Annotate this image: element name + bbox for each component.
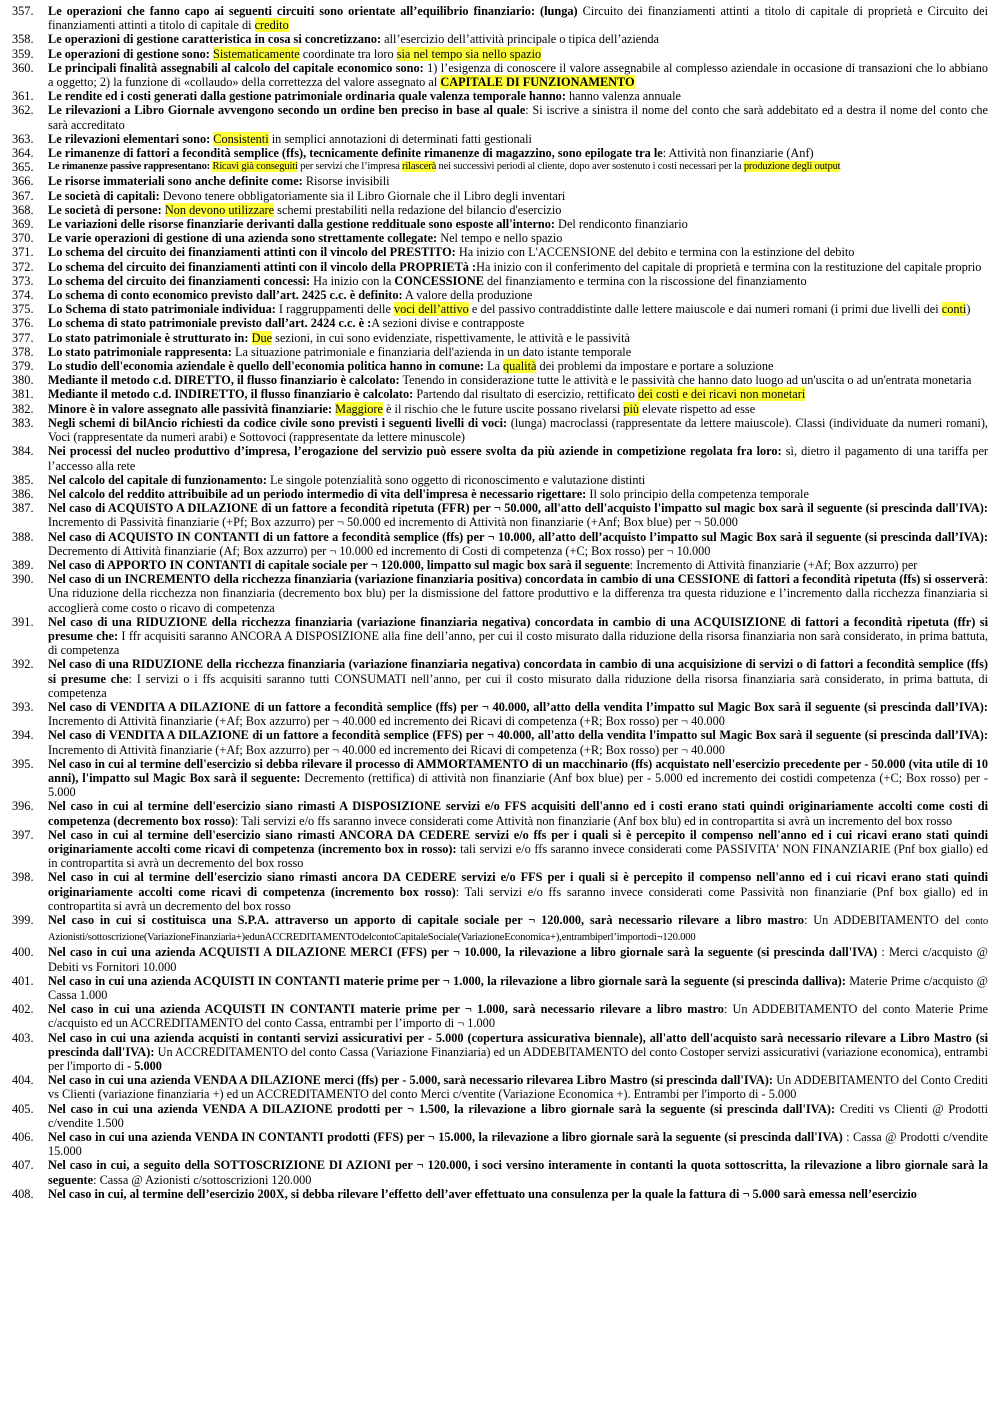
highlighted-text: più [623,401,640,416]
highlighted-text: Maggiore [335,401,383,416]
item-number: 393. [12,699,34,714]
answer-text: : Tali servizi e/o ffs saranno invece considerati come Passività non finanziarie (Pnf box giallo) ed in contropartita si avrà un decremento del box rosso [48,884,988,913]
question-text: Le società di persone: [48,202,162,217]
list-item [12,387,988,401]
answer-text: Incremento di Passività finanziarie (+Pf; Box azzurro) per ¬ 50.000 ed incremento di Attività non finanziarie (+Anf; Box blue) per ¬ 50.000 [48,515,738,530]
list-item [12,1187,988,1201]
item-number: 381. [12,387,34,402]
item-number: 407. [12,1158,34,1173]
question-text: Nei processi del nucleo produttivo d’impresa, l’erogazione del servizio può essere svolta da più aziende in competizione regolata fra loro: [48,444,782,459]
answer-text: : Un ADDEBITAMENTO del [804,913,966,927]
question-text: Nel caso di APPORTO IN CONTANTI di capitale sociale per ¬ 120.000, limpatto sul magic box sarà il seguente [48,557,630,572]
item-text [48,316,988,330]
question-text: Le operazioni che fanno capo ai seguenti circuiti sono orientate all’equilibrio finanziario: (lunga) [48,4,578,18]
question-text: Nel caso in cui una azienda VENDA A DILAZIONE prodotti per ¬ 1.500, la rilevazione a libro giornale sarà la seguente (si prescinda dall'IVA): [48,1101,836,1116]
item-text [48,473,988,487]
list-item [12,32,988,46]
item-number: 405. [12,1101,34,1116]
item-number: 371. [12,245,34,260]
question-text: Nel caso in cui, a seguito della SOTTOSCRIZIONE DI AZIONI per ¬ 120.000, i soci versino interamente in contanti la quota sottoscritta, la rilevazione a libro giornale sarà la seguente [48,1158,988,1187]
item-number: 378. [12,344,34,359]
question-text: Negli schemi di bilAncio richiesti da codice civile sono previsti i seguenti livelli di voci: [48,415,508,430]
answer-text: schemi prestabiliti nella redazione del bilancio d'esercizio [274,202,562,217]
answer-text: Partendo dal risultato di esercizio, rettificato [413,387,638,402]
question-list [12,4,988,1201]
question-text: Le rilevazioni a Libro Giornale avvengono secondo un ordine ben preciso in base al quale [48,103,526,118]
item-text [48,203,988,217]
highlighted-text: voci dell’attivo [394,302,469,317]
question-text: Lo schema del circuito dei finanziamenti concessi: [48,273,311,288]
question-text: Nel caso in cui al termine dell'esercizio siano rimasti A DISPOSIZIONE servizi e/o FFS acquisiti dell'anno ed i costi erano stati quindi originariamente accolti come costi di competenza (decremento box rosso) [48,799,988,828]
list-item [12,799,988,827]
item-text [48,359,988,373]
question-text: Le rendite ed i costi generati dalla gestione patrimoniale ordinaria quale valenza temporale hanno: [48,89,566,104]
list-item [12,416,988,444]
answer-text: è il rischio che le future uscite possano rivelarsi [382,401,624,416]
question-text: Mediante il metodo c.d. DIRETTO, il flusso finanziario è calcolato: [48,373,400,388]
answer-text: Crediti vs Clienti @ Prodotti c/vendite 1.500 [48,1101,988,1130]
item-number: 383. [12,415,34,430]
question-text: Nel caso in cui una azienda ACQUISTI IN CONTANTI materie prime per ¬ 1.000, sarà necessario rilevare a libro mastro [48,1002,724,1017]
item-text [48,700,988,728]
question-text: Nel caso di un INCREMENTO della ricchezza finanziaria (variazione finanziaria positiva) concordata in cambio di una CESSIONE di fattori a fecondità ripetuta (ffs) si osserverà [48,572,985,587]
answer-text: Risorse invisibili [302,174,390,189]
question-text: Nel calcolo del reddito attribuibile ad un periodo intermedio di vita dell'impresa è necessario rigettare: [48,486,587,501]
item-text [48,103,988,131]
item-number: 357. [12,4,34,18]
list-item [12,1002,988,1030]
highlighted-text: produzione degli output [743,161,841,173]
answer-text: La [483,359,503,374]
item-text [48,32,988,46]
item-text [48,530,988,558]
list-item [12,47,988,61]
item-text [48,132,988,146]
item-text [48,61,988,89]
answer-text: sezioni, in cui sono evidenziate, rispettivamente, le attività e le passività [272,330,630,345]
item-text [48,615,988,658]
list-item [12,203,988,217]
item-number: 385. [12,472,34,487]
list-item [12,757,988,800]
answer-text: Del rendiconto finanziario [554,217,688,232]
question-text: Nel caso in cui si costituisca una S.P.A. attraverso un apporto di capitale sociale per ¬ 120.000, sarà necessario rilevare a libro mastro [48,913,805,927]
list-item [12,359,988,373]
answer-text: A valore della produzione [402,288,533,303]
item-text [48,799,988,827]
answer-text: : Merci c/acquisto @ Debiti vs Fornitori 10.000 [48,945,988,974]
answer-text: coordinate tra loro [299,46,397,61]
item-text [48,331,988,345]
item-text [48,487,988,501]
item-text [48,402,988,416]
highlighted-text: credito [254,18,289,33]
list-item [12,61,988,89]
question-text: Nel caso in cui al termine dell'esercizio si debba rilevare il processo di AMMORTAMENTO di un macchinario (ffs) acquistato nell'esercizio precedente per - 50.000 (vita utile di 10 anni), l'impatto sul Magic Box sarà il seguente: [48,756,988,785]
list-item [12,558,988,572]
list-item [12,1130,988,1158]
item-text [48,89,988,103]
question-text: Lo stato patrimoniale rappresenta: [48,344,232,359]
item-text [48,657,988,700]
question-text: Le varie operazioni di gestione di una azienda sono strettamente collegate: [48,231,438,246]
answer-text: : Incremento di Attività finanziarie (+Af; Box azzurro) per [629,557,918,572]
item-number: 384. [12,444,34,459]
list-item [12,913,988,945]
question-text: Nel caso in cui, al termine dell’esercizio 200X, si debba rilevare l’effetto dell’aver effettuato una consulenza per la quale la fattura di ¬ 5.000 sarà emessa nell’esercizio [48,1186,917,1201]
answer-text: : Una riduzione della ricchezza non finanziaria (decremento box blu) per la dismissione del fattore produttivo e la differenza tra questa riduzione e l’incremento dalla ricchezza finanziaria si accoglierà come costo o ricavo di competenza [48,572,988,615]
question-text: Nel caso di VENDITA A DILAZIONE di un fattore a fecondità semplice (FFS) per ¬ 40.000, all'atto della vendita l'impatto sul Magic Box sarà il seguente (si prescinda dall’IVA): [48,728,988,743]
item-number: 373. [12,273,34,288]
highlighted-text: dei costi e dei ricavi non monetari [637,387,806,402]
question-text: Nel caso in cui una azienda acquisti in contanti servizi assicurativi per - 5.000 (copertura assicurativa biennale), all'atto dell'acquisto sarà necessario rilevare a Libro Mastro (si prescinda dall'IVA): [48,1030,988,1059]
item-text [48,217,988,231]
answer-text: Ha inizio con il conferimento del capitale di proprietà e termina con la restituzione del capitale proprio [476,259,982,274]
answer-text: Un ADDEBITAMENTO del Conto Crediti vs Clienti (variazione finanziaria +) ed un ACCREDITAMENTO del conto Merci c/ventite (Variazione Economica +). Entrambi per l'importo di - 5.000 [48,1073,989,1102]
answer-text: ) [966,302,971,317]
answer-text: in semplici annotazioni di determinati fatti gestionali [268,131,532,146]
item-number: 392. [12,657,34,672]
question-text: Mediante il metodo c.d. INDIRETTO, il flusso finanziario è calcolato: [48,387,414,402]
item-number: 367. [12,188,34,203]
item-number: 368. [12,202,34,217]
list-item [12,828,988,871]
item-text [48,274,988,288]
list-item [12,260,988,274]
answer-text: Tenendo in considerazione tutte le attività e le passività che hanno dato luogo ad un'uscita o ad un'entrata monetaria [399,373,972,388]
question-text: Nel caso in cui al termine dell'esercizio siano rimasti ANCORA DA CEDERE servizi e/o ffs per i quali si è percepito il compenso nell'anno ed i cui ricavi erano stati quindi originariamente accolti come ricavi di competenza (incremento box in rosso): [48,827,988,856]
item-number: 360. [12,60,34,75]
item-text [48,757,988,800]
item-number: 359. [12,46,34,61]
question-text: Nel caso in cui al termine dell'esercizio siano rimasti ancora DA CEDERE servizi e/o FFS per i quali si è percepito il compenso nell'anno ed i cui ricavi erano stati quindi originariamente accolti come ricavi di competenza (incremento box rosso) [48,870,988,899]
question-text: Lo schema del circuito dei finanziamenti attinti con il vincolo del PRESTITO: [48,245,456,260]
question-text: Le rimanenze passive rappresentano: [48,161,210,173]
list-item [12,1031,988,1074]
answer-text: Un ACCREDITAMENTO del conto Cassa (Variazione Finanziaria) ed un ADDEBITAMENTO del conto Costoper servizi assicurativi (variazione economica), entrambi per l'importo di [48,1044,988,1074]
item-number: 369. [12,217,34,232]
question-text: Le variazioni delle risorse finanziarie derivanti dalla gestione reddituale sono esposte all'interno: [48,217,555,232]
item-text [48,47,988,61]
answer-text: Il solo principio della competenza temporale [586,486,809,501]
list-item [12,615,988,658]
item-text [48,231,988,245]
highlighted-text: conti [941,302,967,317]
answer-text: : Un ADDEBITAMENTO del conto Materie Prime c/acquisto ed un ACCREDITAMENTO del conto Cassa, entrambi per l’importo di ¬ 1.000 [48,1002,989,1031]
item-number: 382. [12,401,34,416]
item-number: 365. [12,160,34,175]
question-text: Lo stato patrimoniale è strutturato in: [48,330,249,345]
question-text: Lo schema di stato patrimoniale previsto dall’art. 2424 c.c. è : [48,316,372,331]
item-text [48,260,988,274]
item-text [48,572,988,615]
list-item [12,657,988,700]
highlighted-text: qualità [503,359,537,374]
question-text: Lo Schema di stato patrimoniale individua: [48,302,276,317]
highlighted-text: Consistenti [213,131,269,146]
item-number: 389. [12,557,34,572]
list-item [12,1073,988,1101]
list-item [12,402,988,416]
item-number: 391. [12,614,34,629]
list-item [12,146,988,160]
item-number: 363. [12,131,34,146]
list-item [12,870,988,913]
question-text: Nel caso di una RIDUZIONE della ricchezza finanziaria (variazione finanziaria negativa) concordata in cambio di una ACQUISIZIONE di fattori a fecondità ripetuta (ffr) si presume che: [48,614,988,643]
item-number: 370. [12,231,34,246]
item-text [48,828,988,871]
item-text [48,444,988,472]
list-item [12,945,988,973]
answer-text: Incremento di Attività finanziarie (+Af; Box azzurro) per ¬ 40.000 ed incremento dei Ricavi di competenza (+R; Box rosso) per ¬ 40.000 [48,742,725,757]
question-text: Nel caso di VENDITA A DILAZIONE di un fattore a fecondità semplice (ffs) per ¬ 40.000, all’atto della vendita l’impatto sul Magic Box sarà il seguente (si prescinda dall’IVA): [48,699,988,714]
answer-text: : Attività non finanziarie (Anf) [662,146,814,161]
question-text: CONCESSIONE [394,273,484,288]
item-text [48,160,988,174]
item-text [48,1158,988,1186]
answer-text: (lunga) macroclassi (rappresentate da lettere maiuscole). Classi (individuate da numeri romani), Voci (rappresentate da numeri arabi) e Sottovoci (rappresentate da lettere minuscole) [48,415,988,445]
item-text [48,373,988,387]
item-number: 377. [12,330,34,345]
question-text: Lo studio dell'economia aziendale è quello dell'economia politica hanno in comune: [48,359,484,374]
item-text [48,345,988,359]
answer-text: del finanziamento e termina con la riscossione del finanziamento [483,273,807,288]
item-text [48,728,988,756]
item-number: 375. [12,302,34,317]
answer-text: I raggruppamenti delle [275,302,395,317]
list-item [12,974,988,1002]
item-number: 390. [12,572,34,587]
item-text [48,174,988,188]
item-number: 386. [12,486,34,501]
item-number: 404. [12,1073,34,1088]
item-text [48,302,988,316]
item-number: 396. [12,799,34,814]
item-number: 399. [12,913,34,927]
item-number: 394. [12,728,34,743]
list-item [12,4,988,32]
item-number: 366. [12,174,34,189]
item-number: 372. [12,259,34,274]
answer-text: Le singole potenzialità sono oggetto di riconoscimento e valutazione distinti [266,472,646,487]
highlighted-text: Non devono utilizzare [164,202,275,217]
answer-text: Nel tempo e nello spazio [437,231,563,246]
list-item [12,501,988,529]
list-item [12,288,988,302]
question-text: Lo schema del circuito dei finanziamenti attinti con il vincolo della PROPRIETà : [48,259,477,274]
item-number: 376. [12,316,34,331]
item-text [48,416,988,444]
question-text: Nel caso in cui una azienda ACQUISTI A DILAZIONE MERCI (FFS) per ¬ 10.000, la rilevazione a libro giornale sarà la seguente (si prescinda dall'IVA) [48,945,878,960]
item-number: 361. [12,89,34,104]
question-text: Nel caso di ACQUISTO IN CONTANTI di un fattore a fecondità semplice (ffs) per ¬ 10.000, all’atto dell’acquisto l’impatto sul Magic Box sarà il seguente (si prescinda dall’IVA): [48,529,988,544]
item-number: 398. [12,870,34,885]
item-number: 408. [12,1186,34,1201]
item-text [48,245,988,259]
answer-text: sì, dietro il pagamento di una tariffa per l’accesso alla rete [48,444,988,473]
item-text [48,558,988,572]
list-item [12,1158,988,1186]
list-item [12,572,988,615]
list-item [12,1102,988,1130]
item-text [48,1073,988,1101]
answer-text: : Cassa @ Prodotti c/vendite 15.000 [48,1130,989,1159]
highlighted-text: rilascerà [402,161,437,173]
item-text [48,913,988,945]
list-item [12,103,988,131]
question-text: Le operazioni di gestione caratteristica in cosa si concretizzano: [48,32,382,47]
item-text [48,1187,988,1201]
answer-text: tali servizi e/o ffs saranno invece considerati come PASSIVITA' NON FINANZIARIE (Pnf box giallo) ed in contropartita si avrà un decremento del box rosso [48,841,988,871]
answer-text: Decremento (rettifica) di attività non finanziarie (Anf box blue) per - 5.000 ed incremento dei costidi competenza (+C; Box rosso) per - 5.000 [48,770,988,800]
question-text: - 5.000 [127,1059,162,1074]
answer-text: Ha inizio con L'ACCENSIONE del debito e termina con la estinzione del debito [455,245,855,260]
answer-text: nei successivi periodi al cliente, dopo aver sostenuto i costi necessari per la [436,161,744,173]
answer-text: La situazione patrimoniale e finanziaria dell'azienda in un dato istante temporale [231,344,632,359]
answer-text: : I servizi o i ffs acquisiti saranno tutti CONSUMATI nell’anno, per cui il costo misurato dalla riduzione della risorsa finanziaria sarà considerato, in prima battuta, di competenza [48,671,988,700]
question-text: Nel caso di ACQUISTO A DILAZIONE di un fattore a fecondità ripetuta (FFR) per ¬ 50.000, all'atto dell'acquisto l'impatto sul magic box sarà il seguente (si prescinda dall'IVA): [48,501,988,516]
item-text [48,870,988,913]
answer-text: Incremento di Attività finanziarie (+Af; Box azzurro) per ¬ 40.000 ed incremento dei Ricavi di competenza (+R; Box rosso) per ¬ 40.000 [48,714,725,729]
question-text: Le rilevazioni elementari sono: [48,131,211,146]
item-number: 401. [12,973,34,988]
list-item [12,316,988,330]
item-number: 379. [12,359,34,374]
answer-text: 1) l’esigenza di conoscere il valore assegnabile al complesso aziendale in occasione di transazioni che lo abbiano a oggetto; 2) la funzione di «collaudo» della correttezza del valore assegnato al [48,60,988,90]
question-text: Le rimanenze di fattori a fecondità semplice (ffs), tecnicamente definite rimanenze di magazzino, sono epilogate tra le [48,146,663,161]
item-text [48,288,988,302]
list-item [12,444,988,472]
list-item [12,231,988,245]
item-text [48,945,988,973]
question-text: Nel calcolo del capitale di funzionamento: [48,472,267,487]
answer-text: : Si iscrive a sinistra il nome del conto che sarà addebitato ed a destra il nome del conto che sarà accreditato [48,103,988,132]
item-text [48,4,988,32]
question-text: Lo schema di conto economico previsto dall’art. 2425 c.c. è definito: [48,288,403,303]
answer-text: elevate rispetto ad esse [639,401,756,416]
item-text [48,1031,988,1074]
list-item [12,89,988,103]
question-text: Le operazioni di gestione sono: [48,46,210,61]
answer-text: A sezioni divise e contrapposte [371,316,525,331]
highlighted-text: sia nel tempo sia nello spazio [396,46,542,61]
highlighted-text: Sistematicamente [213,46,300,61]
item-text [48,189,988,203]
item-number: 406. [12,1130,34,1145]
item-text [48,146,988,160]
answer-text: all’esercizio dell’attività principale o tipica dell’azienda [381,32,660,47]
question-text: Le società di capitali: [48,188,160,203]
answer-text: conto Azionisti/sottoscrizione(VariazioneFinanziaria+)edunACCREDITAMENTOdelcontoCapitaleSociale(VariazioneEconomica+),entrambiperl’importodi¬120.000 [48,916,988,944]
list-item [12,373,988,387]
highlighted-text: CAPITALE DI FUNZIONAMENTO [440,75,635,90]
list-item [12,174,988,188]
question-text: Le principali finalità assegnabili al calcolo del capitale economico sono: [48,60,424,75]
answer-text: e del passivo contraddistinte dalle lettere maiuscole e dai numeri romani (i primi due livelli dei [468,302,942,317]
item-number: 400. [12,945,34,960]
answer-text: hanno valenza annuale [565,89,681,104]
question-text: Nel caso di una RIDUZIONE della ricchezza finanziaria (variazione finanziaria negativa) concordata in cambio di una acquisizione di servizi o di fattori a fecondità semplice (ffs) si presume che [48,657,988,686]
item-number: 358. [12,32,34,47]
list-item [12,530,988,558]
item-number: 362. [12,103,34,118]
item-text [48,1002,988,1030]
answer-text: Devono tenere obbligatoriamente sia il Libro Giornale che il Libro degli inventari [159,188,566,203]
list-item [12,728,988,756]
item-text [48,501,988,529]
highlighted-text: Due [251,330,273,345]
item-number: 395. [12,756,34,771]
answer-text: I ffr acquisiti saranno ANCORA A DISPOSIZIONE alla fine dell’anno, per cui il costo misurato dalla riduzione della risorsa finanziaria non sarà considerato, in prima battuta, di competenza [48,628,988,658]
highlighted-text: Ricavi già conseguiti [212,161,298,173]
list-item [12,160,988,174]
item-text [48,974,988,1002]
item-text [48,1130,988,1158]
list-item [12,345,988,359]
list-item [12,302,988,316]
question-text: Nel caso in cui una azienda VENDA A DILAZIONE merci (ffs) per - 5.000, sarà necessario rilevarea Libro Mastro (si prescinda dall'IVA): [48,1073,773,1088]
answer-text: Materie Prime c/acquisto @ Cassa 1.000 [48,973,988,1003]
question-text: Le risorse immateriali sono anche definite come: [48,174,303,189]
answer-text: per servizi che l’impresa [297,161,403,173]
item-number: 364. [12,146,34,161]
item-text [48,1102,988,1130]
item-number: 402. [12,1002,34,1017]
question-text: Minore è in valore assegnato alle passività finanziarie: [48,401,333,416]
answer-text: : Cassa @ Azionisti c/sottoscrizioni 120.000 [93,1172,312,1187]
list-item [12,700,988,728]
item-number: 388. [12,529,34,544]
list-item [12,245,988,259]
list-item [12,217,988,231]
item-text [48,387,988,401]
list-item [12,331,988,345]
list-item [12,487,988,501]
list-item [12,189,988,203]
item-number: 374. [12,288,34,303]
list-item [12,274,988,288]
item-number: 397. [12,827,34,842]
question-text: Nel caso in cui una azienda ACQUISTI IN CONTANTI materie prime per ¬ 1.000, la rilevazione a libro giornale sarà la seguente (si prescinda dalliva): [48,973,846,988]
answer-text: Ha inizio con la [310,273,395,288]
list-item [12,132,988,146]
item-number: 380. [12,373,34,388]
answer-text: dei problemi da impostare e portare a soluzione [536,359,774,374]
answer-text: : Tali servizi e/o ffs saranno invece considerati come Attività non finanziarie (Anf box blu) ed in contropartita si avrà un incremento del box rosso [235,813,953,828]
item-number: 403. [12,1030,34,1045]
question-text: Nel caso in cui una azienda VENDA IN CONTANTI prodotti (FFS) per ¬ 15.000, la rilevazione a libro giornale sarà la seguente (si prescinda dall'IVA) [48,1130,843,1145]
list-item [12,473,988,487]
answer-text: Circuito dei finanziamenti attinti a titolo di capitale di proprietà e Circuito dei finanziamenti attinti a titolo di capitale di [48,4,988,33]
item-number: 387. [12,501,34,516]
answer-text: Decremento di Attività finanziarie (Af; Box azzurro) per ¬ 10.000 ed incremento di Costi di competenza (+C; Box rosso) per ¬ 10.000 [48,543,711,558]
